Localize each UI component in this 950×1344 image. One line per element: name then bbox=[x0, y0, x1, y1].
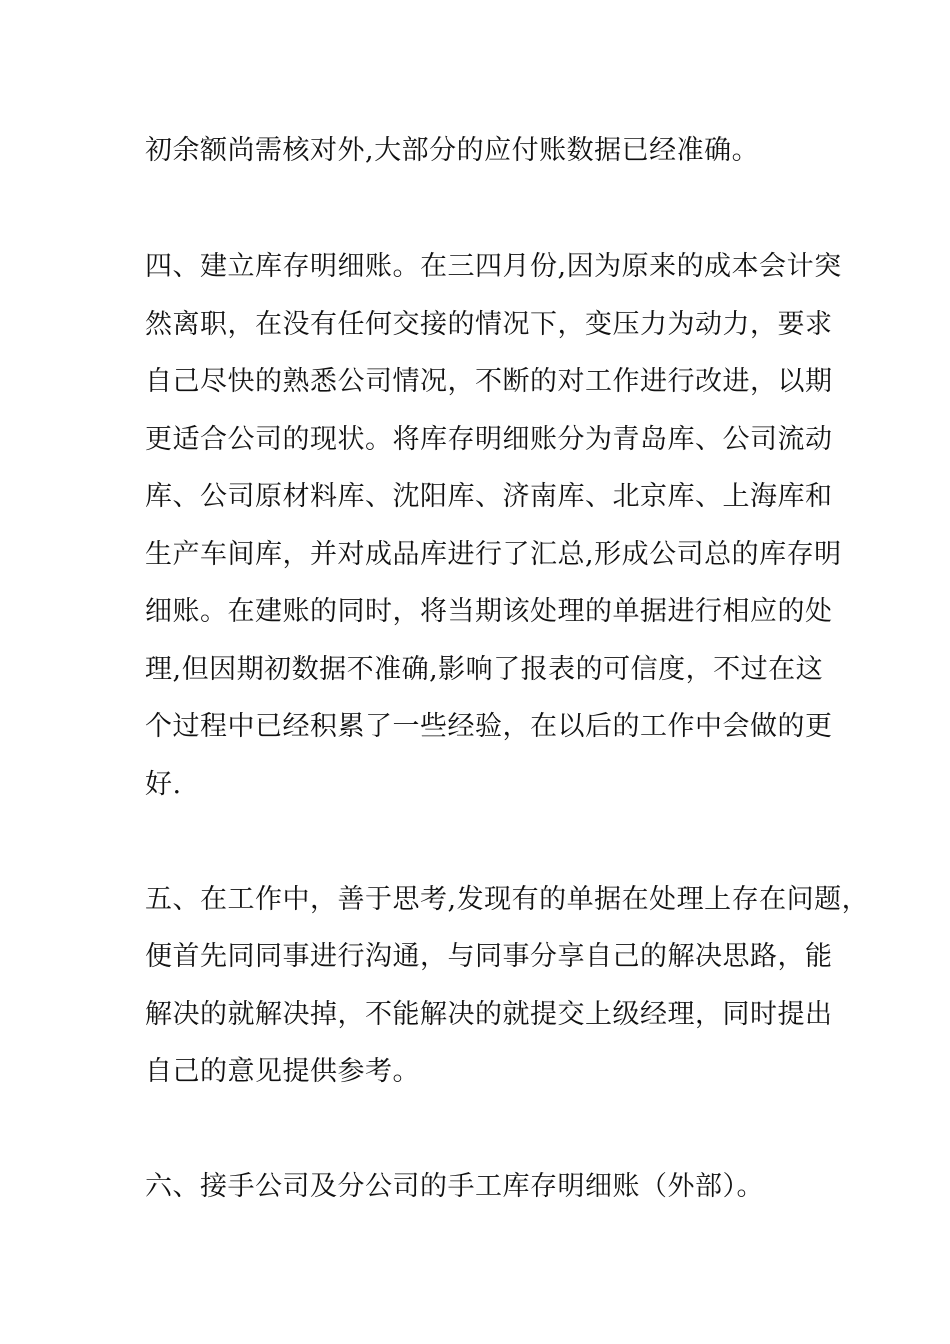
paragraph-3-line-4: 自己的意见提供参考。 bbox=[145, 1056, 420, 1087]
paragraph-1-line-1: 初余额尚需核对外,大部分的应付账数据已经准确。 bbox=[145, 135, 760, 166]
paragraph-2-line-9: 个过程中已经积累了一些经验，在以后的工作中会做的更 bbox=[145, 711, 833, 742]
paragraph-2-line-6: 生产车间库，并对成品库进行了汇总,形成公司总的库存明 bbox=[145, 539, 842, 570]
paragraph-2-line-8: 理,但因期初数据不准确,影响了报表的可信度，不过在这 bbox=[145, 654, 824, 685]
paragraph-4-line-1: 六、接手公司及分公司的手工库存明细账（外部）。 bbox=[145, 1171, 764, 1202]
paragraph-2-line-2: 然离职，在没有任何交接的情况下，变压力为动力，要求 bbox=[145, 309, 833, 340]
paragraph-2-line-1: 四、建立库存明细账。在三四月份,因为原来的成本会计突 bbox=[145, 251, 842, 282]
paragraph-2-line-3: 自己尽快的熟悉公司情况，不断的对工作进行改进，以期 bbox=[145, 366, 833, 397]
paragraph-2-line-5: 库、公司原材料库、沈阳库、济南库、北京库、上海库和 bbox=[145, 481, 833, 512]
paragraph-2-line-4: 更适合公司的现状。将库存明细账分为青岛库、公司流动 bbox=[145, 424, 833, 455]
paragraph-3-line-1: 五、在工作中，善于思考,发现有的单据在处理上存在问题， bbox=[145, 884, 870, 915]
paragraph-3-line-3: 解决的就解决掉，不能解决的就提交上级经理，同时提出 bbox=[145, 999, 833, 1030]
paragraph-3-line-2: 便首先同同事进行沟通，与同事分享自己的解决思路，能 bbox=[145, 941, 833, 972]
paragraph-2-line-7: 细账。在建账的同时，将当期该处理的单据进行相应的处 bbox=[145, 596, 833, 627]
paragraph-2-line-10: 好. bbox=[145, 769, 182, 800]
